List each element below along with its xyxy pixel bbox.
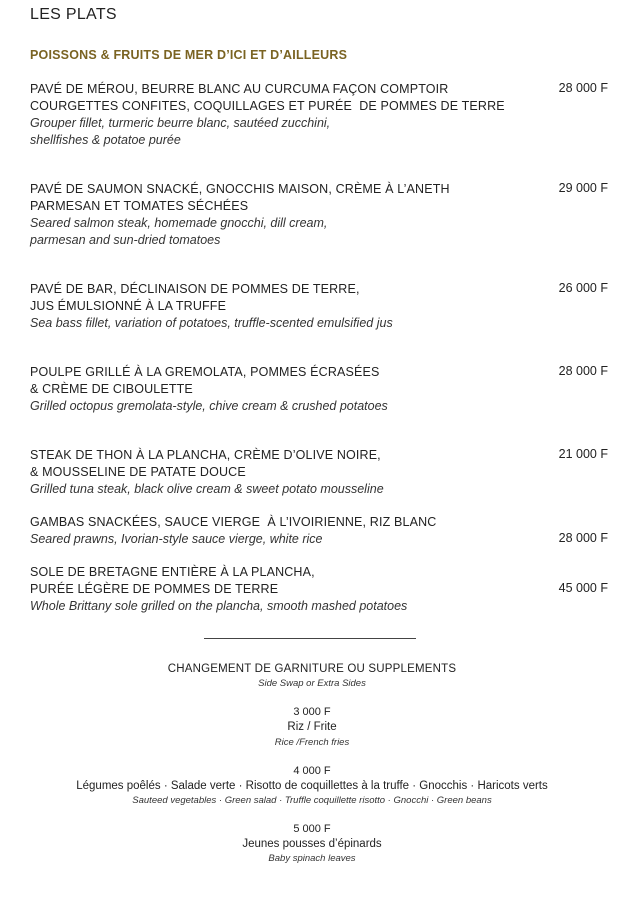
menu-item xyxy=(30,447,608,498)
menu-item xyxy=(30,281,608,332)
supplement-items-fr: Riz / Frite xyxy=(287,721,337,733)
dish-name-fr: PAVÉ DE BAR, DÉCLINAISON DE POMMES DE TERRE, xyxy=(30,282,360,296)
divider xyxy=(204,638,416,639)
menu-item xyxy=(30,564,608,615)
supplement-items-fr: Jeunes pousses d’épinards xyxy=(242,838,382,850)
dish-name-fr: PARMESAN ET TOMATES SÉCHÉES xyxy=(30,199,249,213)
supplement-items-en: Sauteed vegetables · Green salad · Truffle coquillette risotto · Gnocchi · Green beans xyxy=(132,795,492,806)
section-title: POISSONS & FRUITS DE MER D’ICI ET D’AILLEURS xyxy=(30,48,348,62)
dish-price: 28 000 F xyxy=(558,531,608,545)
dish-name-fr: GAMBAS SNACKÉES, SAUCE VIERGE À L’IVOIRIENNE, RIZ BLANC xyxy=(30,515,437,529)
dish-name-fr: COURGETTES CONFITES, COQUILLAGES ET PURÉE DE POMMES DE TERRE xyxy=(30,99,505,113)
dish-name-fr: STEAK DE THON À LA PLANCHA, CRÈME D’OLIVE NOIRE, xyxy=(30,448,381,462)
page-title: LES PLATS xyxy=(30,6,117,23)
supplement-price: 3 000 F xyxy=(293,706,331,718)
dish-price: 21 000 F xyxy=(558,447,608,461)
dish-price: 28 000 F xyxy=(558,81,608,95)
dish-name-fr: PAVÉ DE MÉROU, BEURRE BLANC AU CURCUMA FAÇON COMPTOIR xyxy=(30,82,449,96)
dish-description-en: Grouper fillet, turmeric beurre blanc, sautéed zucchini, xyxy=(30,116,331,130)
dish-description-en: Grilled octopus gremolata-style, chive cream & crushed potatoes xyxy=(30,399,388,413)
dish-price: 29 000 F xyxy=(558,181,608,195)
dish-name-fr: & CRÈME DE CIBOULETTE xyxy=(30,382,193,396)
dish-name-fr: PURÉE LÉGÈRE DE POMMES DE TERRE xyxy=(30,582,279,596)
dish-description-en: Whole Brittany sole grilled on the plancha, smooth mashed potatoes xyxy=(30,599,408,613)
dish-description-en: Seared prawns, Ivorian-style sauce vierge, white rice xyxy=(30,532,323,546)
supplement-price: 5 000 F xyxy=(293,823,331,835)
menu-item xyxy=(30,514,608,548)
dish-name-fr: PAVÉ DE SAUMON SNACKÉ, GNOCCHIS MAISON, CRÈME À L’ANETH xyxy=(30,182,450,196)
supplements-title: CHANGEMENT DE GARNITURE OU SUPPLEMENTS xyxy=(167,663,457,675)
dish-name-fr: SOLE DE BRETAGNE ENTIÈRE À LA PLANCHA, xyxy=(30,565,315,579)
menu-item xyxy=(30,181,608,249)
dish-description-en: parmesan and sun-dried tomatoes xyxy=(30,233,221,247)
dish-name-fr: POULPE GRILLÉ À LA GREMOLATA, POMMES ÉCRASÉES xyxy=(30,365,380,379)
dish-price: 45 000 F xyxy=(558,581,608,595)
dish-description-en: Grilled tuna steak, black olive cream & sweet potato mousseline xyxy=(30,482,384,496)
dish-description-en: Sea bass fillet, variation of potatoes, truffle-scented emulsified jus xyxy=(30,316,393,330)
supplements-subtitle: Side Swap or Extra Sides xyxy=(258,678,366,689)
supplement-items-fr: Légumes poêlés · Salade verte · Risotto de coquillettes à la truffe · Gnocchis · Haricots verts xyxy=(76,780,548,792)
supplement-items-en: Baby spinach leaves xyxy=(268,853,356,864)
dish-price: 26 000 F xyxy=(558,281,608,295)
dish-description-en: Seared salmon steak, homemade gnocchi, dill cream, xyxy=(30,216,328,230)
dish-price: 28 000 F xyxy=(558,364,608,378)
menu-item xyxy=(30,364,608,415)
supplement-price: 4 000 F xyxy=(293,765,331,777)
dish-description-en: shellfishes & potatoe purée xyxy=(30,133,181,147)
menu-item xyxy=(30,81,608,149)
dish-name-fr: & MOUSSELINE DE PATATE DOUCE xyxy=(30,465,246,479)
supplement-items-en: Rice /French fries xyxy=(274,737,350,748)
dish-name-fr: JUS ÉMULSIONNÉ À LA TRUFFE xyxy=(30,299,227,313)
